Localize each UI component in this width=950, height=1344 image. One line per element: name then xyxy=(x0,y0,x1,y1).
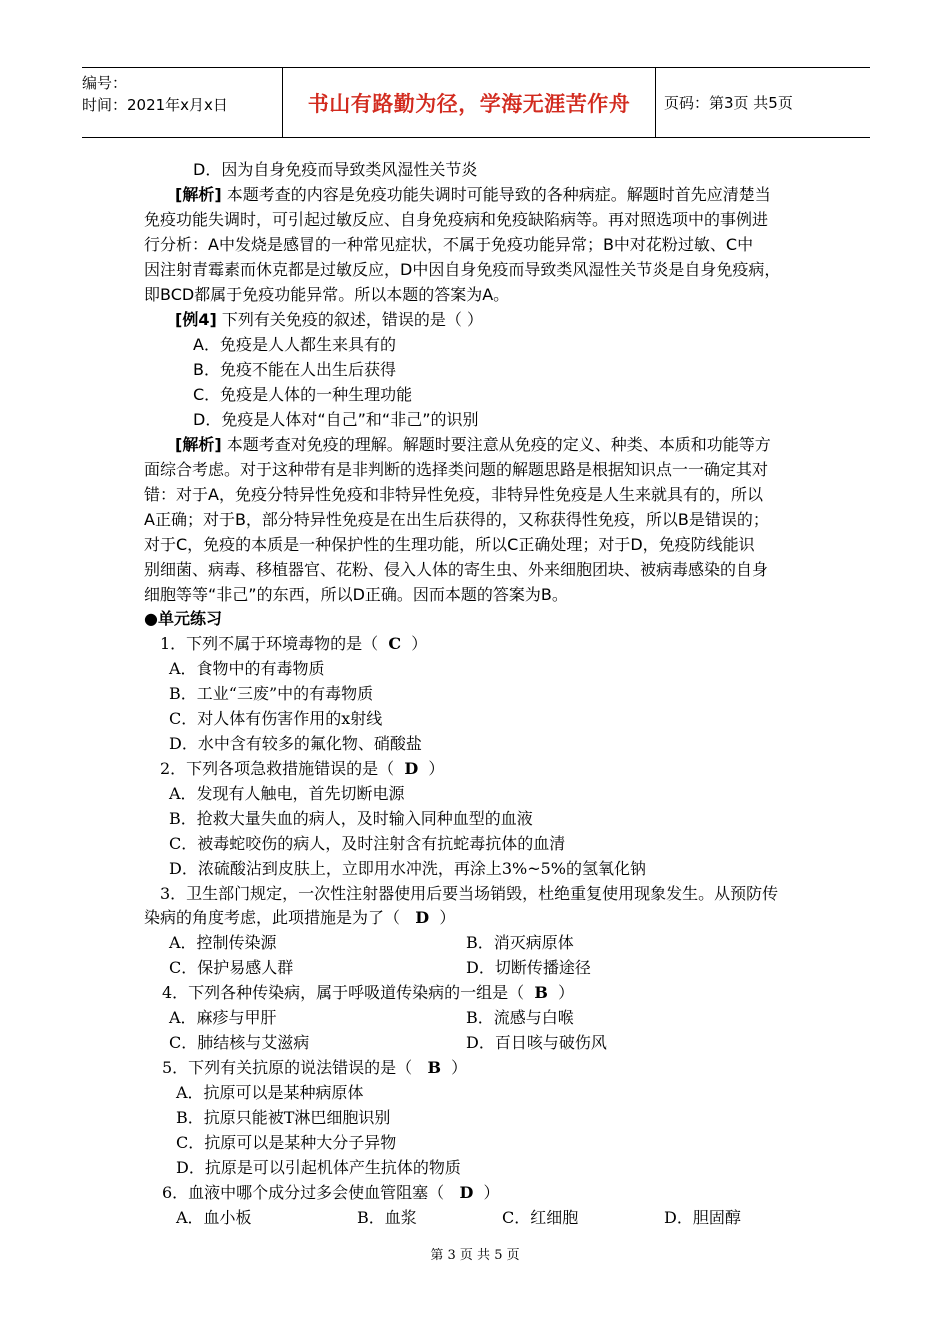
option-line: A．血小板 xyxy=(176,1208,252,1227)
header-page-cell xyxy=(654,68,880,137)
option-line: C．被毒蛇咬伤的病人，及时注射含有抗蛇毒抗体的血清 xyxy=(169,834,566,853)
option-line: B．流感与白喉 xyxy=(466,1008,574,1027)
option-line: A．控制传染源 xyxy=(169,933,277,952)
option-line: C．保护易感人群 xyxy=(169,958,294,977)
text-line: A正确；对于B，部分特异性免疫是在出生后获得的，又称获得性免疫，所以B是错误的； xyxy=(144,510,769,529)
text-line: [解析] 本题考查对免疫的理解。解题时要注意从免疫的定义、种类、本质和功能等方 xyxy=(175,435,771,454)
question-stem: 1．下列不属于环境毒物的是（ C ） xyxy=(160,634,428,653)
option-line: B．抢救大量失血的病人，及时输入同种血型的血液 xyxy=(169,809,533,828)
option-line: B．抗原只能被T淋巴细胞识别 xyxy=(176,1108,391,1127)
option-line: C．抗原可以是某种大分子异物 xyxy=(176,1133,397,1152)
page-header xyxy=(82,67,870,138)
text-line: 因注射青霉素而休克都是过敏反应，D中因自身免疫而导致类风湿性关节炎是自身免疫病， xyxy=(144,260,781,279)
text-line: 行分析：A中发烧是感冒的一种常见症状，不属于免疫功能异常；B中对花粉过敏、C中 xyxy=(144,235,754,254)
option-line: B．工业“三废”中的有毒物质 xyxy=(169,684,374,703)
text-line: 错：对于A，免疫分特异性免疫和非特异性免疫，非特异性免疫是人生来就具有的，所以 xyxy=(144,485,763,504)
option-line: D．免疫是人体对“自己”和“非己”的识别 xyxy=(193,410,479,429)
option-line: A．麻疹与甲肝 xyxy=(169,1008,277,1027)
option-line: A．抗原可以是某种病原体 xyxy=(176,1083,364,1102)
option-line: D．水中含有较多的氟化物、硝酸盐 xyxy=(169,734,422,753)
answer-key: D xyxy=(459,1183,474,1202)
option-line: C．对人体有伤害作用的x射线 xyxy=(169,709,383,728)
header-meta xyxy=(82,68,282,137)
answer-key: C xyxy=(388,634,402,653)
option-line: D．胆固醇 xyxy=(664,1208,741,1227)
text-line: 即BCD都属于免疫功能异常。所以本题的答案为A。 xyxy=(144,285,510,304)
option-line: B．血浆 xyxy=(357,1208,417,1227)
text-line: 面综合考虑。对于这种带有是非判断的选择类问题的解题思路是根据知识点一一确定其对 xyxy=(144,460,769,479)
question-stem: 4．下列各种传染病，属于呼吸道传染病的一组是（ B ） xyxy=(162,983,575,1002)
question-stem: 3．卫生部门规定，一次性注射器使用后要当场销毁，杜绝重复使用现象发生。从预防传 xyxy=(160,884,779,903)
header-date: 时间：2021年x月x日 xyxy=(82,96,228,114)
question-stem: 2．下列各项急救措施错误的是（ D ） xyxy=(160,759,445,778)
text-line: 细胞等等“非己”的东西，所以D正确。因而本题的答案为B。 xyxy=(144,585,568,604)
option-line: D．浓硫酸沾到皮肤上，立即用水冲洗，再涂上3%~5%的氢氧化钠 xyxy=(169,859,647,878)
option-line: D．抗原是可以引起机体产生抗体的物质 xyxy=(176,1158,461,1177)
header-page-label: 页码：第3页 共5页 xyxy=(664,94,793,112)
text-line: 对于C，免疫的本质是一种保护性的生理功能，所以C正确处理；对于D，免疫防线能识 xyxy=(144,535,755,554)
page-footer: 第 3 页 共 5 页 xyxy=(430,1248,520,1263)
answer-key: B xyxy=(427,1058,441,1077)
question-stem: 5．下列有关抗原的说法错误的是（ B ） xyxy=(162,1058,468,1077)
text-line: [例4] 下列有关免疫的叙述，错误的是（ ） xyxy=(175,310,483,329)
header-number: 编号： xyxy=(82,74,128,92)
option-line: C．红细胞 xyxy=(502,1208,579,1227)
analysis-tag: [解析] xyxy=(175,185,222,204)
answer-key: D xyxy=(415,908,430,927)
option-line: A．发现有人触电，首先切断电源 xyxy=(169,784,405,803)
option-line: C．免疫是人体的一种生理功能 xyxy=(193,385,413,404)
text-line: 别细菌、病毒、移植器官、花粉、侵入人体的寄生虫、外来细胞团块、被病毒感染的自身 xyxy=(144,560,769,579)
option-line: B．免疫不能在人出生后获得 xyxy=(193,360,396,379)
section-title: ●单元练习 xyxy=(144,609,222,628)
text-line: 免疫功能失调时，可引起过敏反应、自身免疫病和免疫缺陷病等。再对照选项中的事例进 xyxy=(144,210,769,229)
answer-key: D xyxy=(404,759,419,778)
example-tag: [例4] xyxy=(175,310,217,329)
question-stem: 6．血液中哪个成分过多会使血管阻塞（ D ） xyxy=(162,1183,500,1202)
analysis-tag: [解析] xyxy=(175,435,222,454)
option-line: C．肺结核与艾滋病 xyxy=(169,1033,310,1052)
option-line: A．免疫是人人都生来具有的 xyxy=(193,335,396,354)
text-line: D．因为自身免疫而导致类风湿性关节炎 xyxy=(193,160,478,179)
question-stem: 染病的角度考虑，此项措施是为了（ D ） xyxy=(144,908,456,927)
header-motto-cell xyxy=(282,68,656,137)
header-motto: 书山有路勤为径，学海无涯苦作舟 xyxy=(307,91,631,116)
option-line: A．食物中的有毒物质 xyxy=(169,659,325,678)
option-line: B．消灭病原体 xyxy=(466,933,574,952)
answer-key: B xyxy=(534,983,548,1002)
option-line: D．百日咳与破伤风 xyxy=(466,1033,607,1052)
option-line: D．切断传播途径 xyxy=(466,958,591,977)
text-line: [解析] 本题考查的内容是免疫功能失调时可能导致的各种病症。解题时首先应清楚当 xyxy=(175,185,771,204)
